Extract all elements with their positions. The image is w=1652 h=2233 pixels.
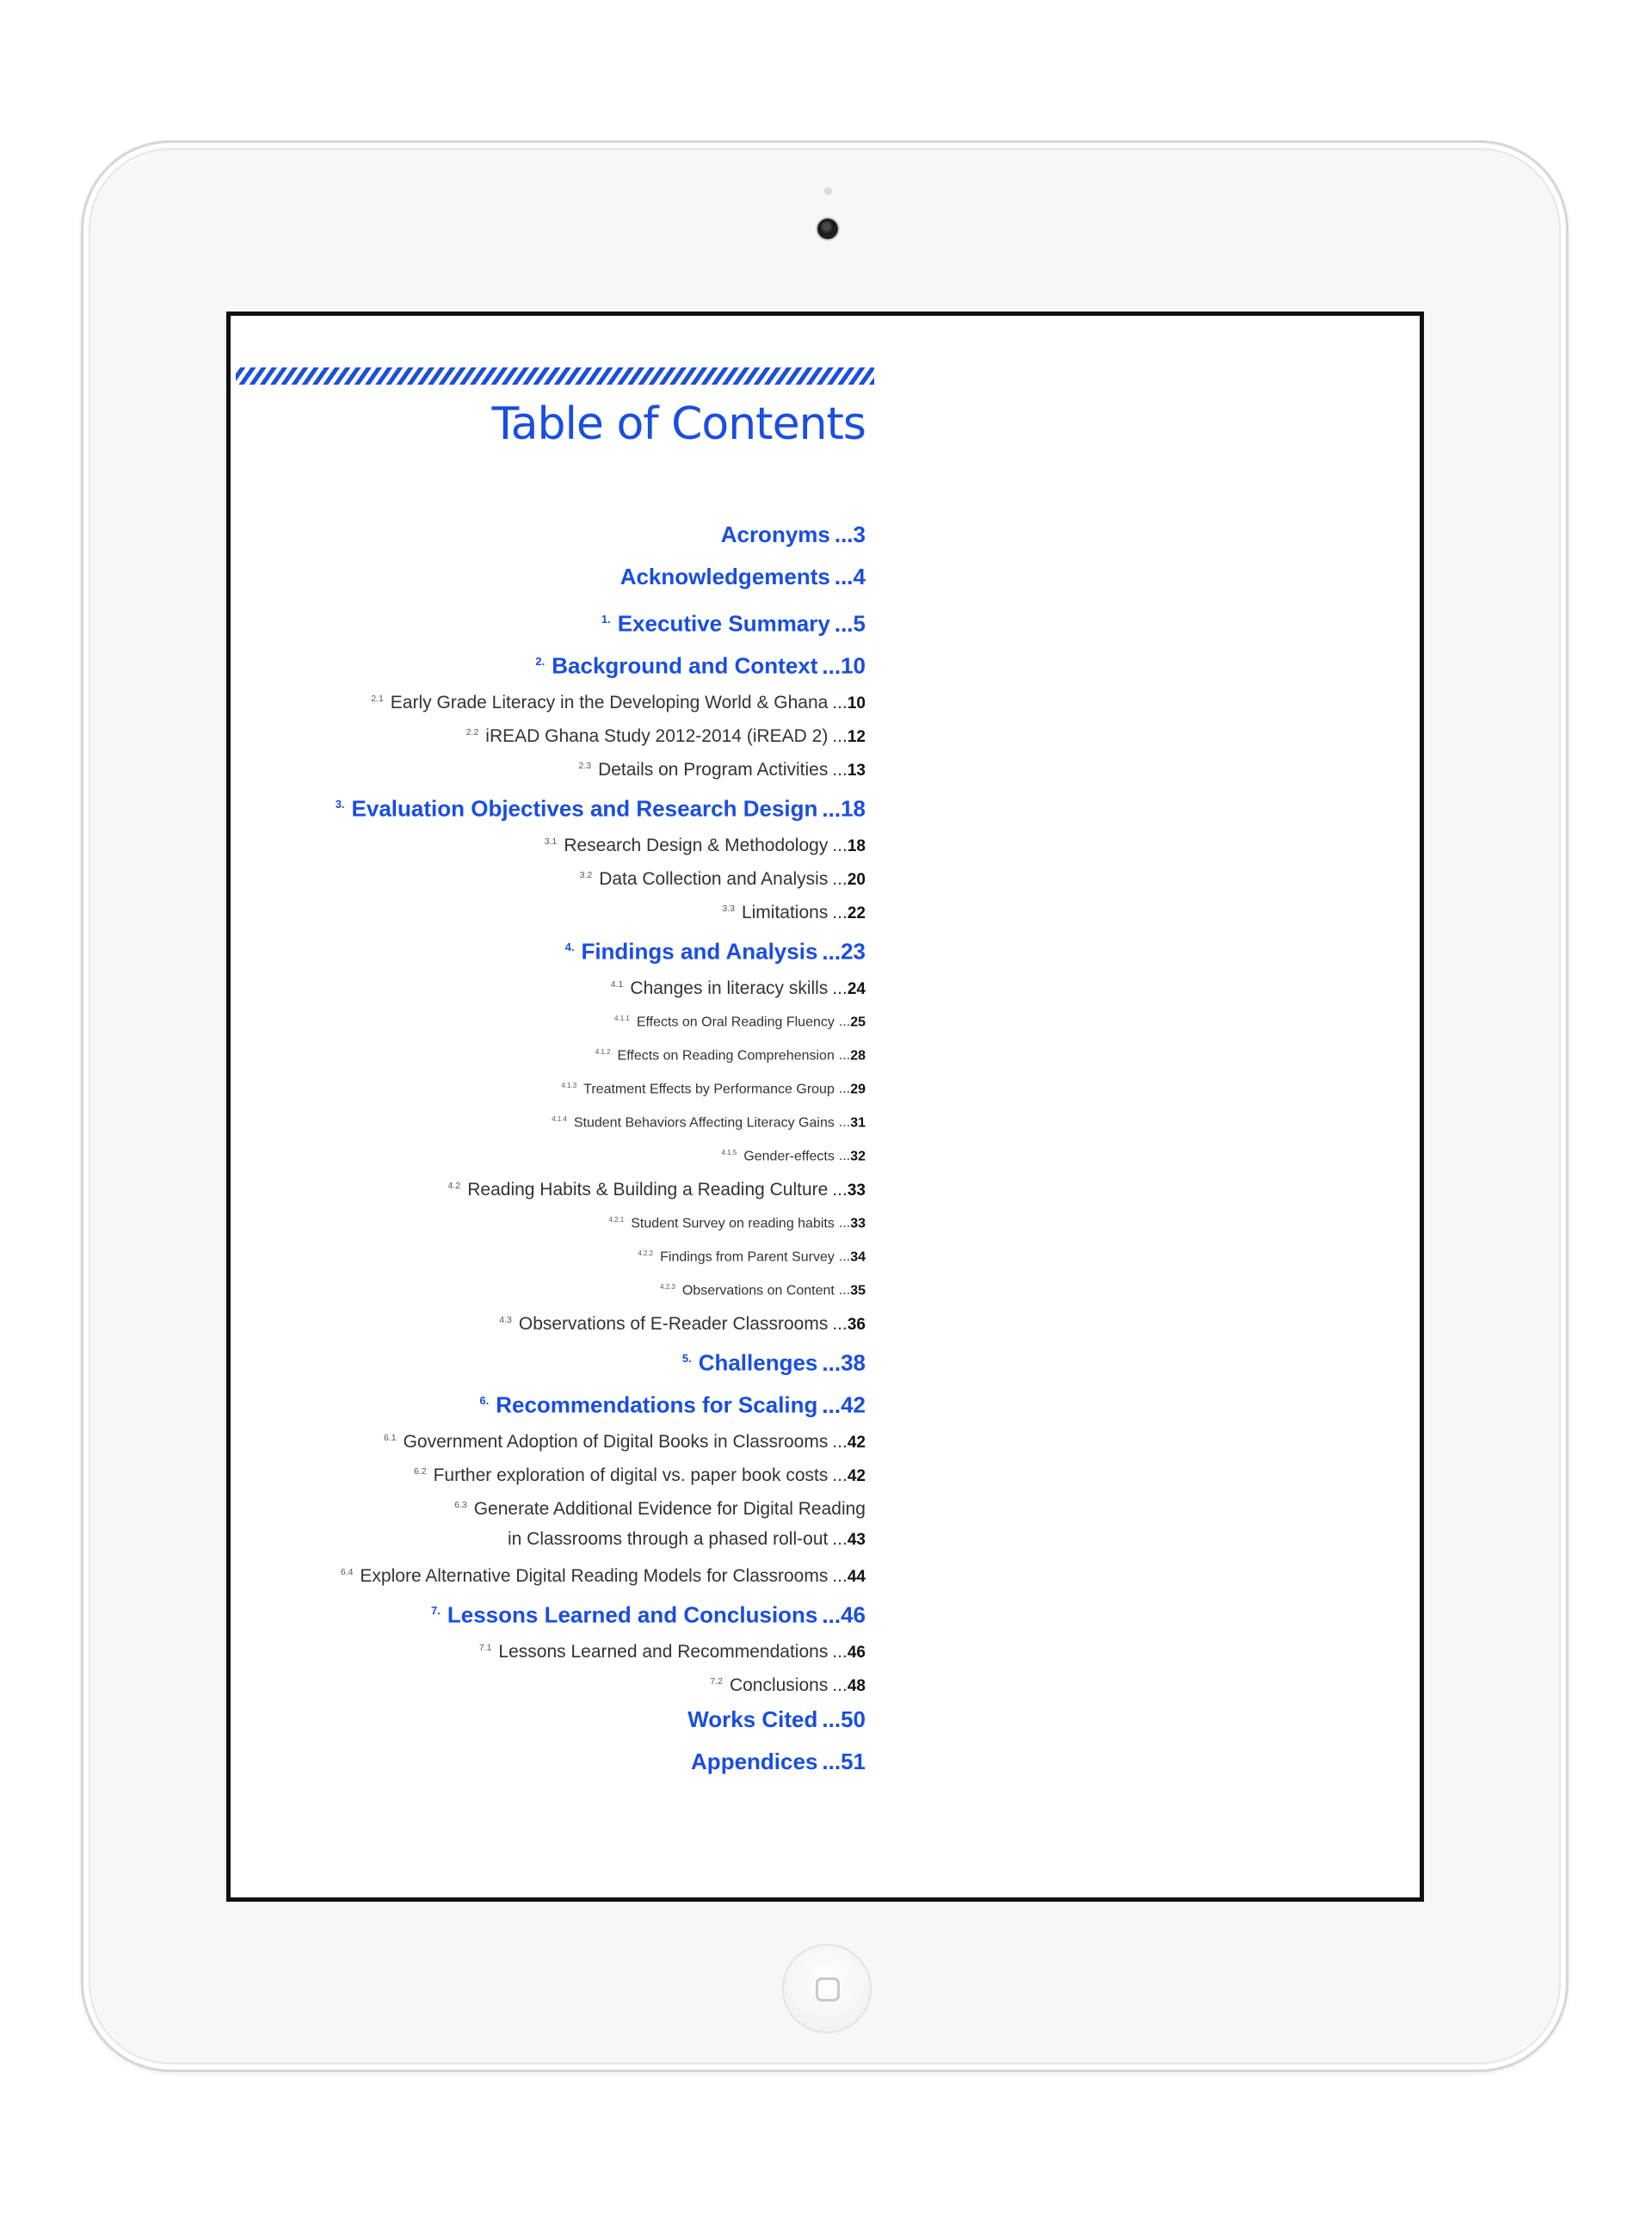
toc-entry[interactable] <box>336 1169 866 1203</box>
toc-entry[interactable] <box>336 783 866 825</box>
toc-entry[interactable] <box>336 825 866 859</box>
toc-entry-number: 6.1 <box>383 1433 397 1443</box>
toc-entry[interactable] <box>336 1136 866 1169</box>
toc-entry-page: 48 <box>847 1677 866 1695</box>
toc-entry-number: 6.2 <box>413 1466 427 1477</box>
toc-entry-number: 4.2.2 <box>638 1249 654 1257</box>
toc-entry-number: 7.2 <box>710 1676 723 1687</box>
toc-entry-leader: ... <box>838 1015 851 1030</box>
toc-entry[interactable] <box>336 1489 866 1522</box>
toc-entry-number: 4.3 <box>499 1315 512 1325</box>
toc-entry-title: Acknowledgements <box>620 564 830 589</box>
toc-entry-leader: ... <box>838 1283 851 1298</box>
toc-entry-title: Effects on Oral Reading Fluency <box>636 1015 835 1030</box>
toc-entry-number: 2.1 <box>371 694 384 704</box>
toc-entry-page: 13 <box>847 762 866 780</box>
toc-entry-page: 51 <box>841 1749 866 1774</box>
toc-entry-title: Further exploration of digital vs. paper book costs <box>433 1465 829 1485</box>
toc-entry-leader: ... <box>832 836 848 855</box>
toc-entry-title: in Classrooms through a phased roll-out <box>507 1529 829 1549</box>
toc-entry[interactable] <box>336 1203 866 1237</box>
toc-entry-page: 35 <box>850 1283 866 1298</box>
toc-entry-page: 46 <box>841 1601 866 1628</box>
toc-entry-title: Reading Habits & Building a Reading Culture <box>467 1180 829 1200</box>
toc-entry[interactable] <box>336 514 866 556</box>
toc-entry[interactable] <box>336 1589 866 1632</box>
toc-entry-title: Conclusions <box>729 1675 829 1695</box>
toc-entry-title: Treatment Effects by Performance Group <box>583 1082 835 1097</box>
toc-entry-title: Research Design & Methodology <box>564 836 829 855</box>
toc-entry-number: 4.1.4 <box>552 1115 567 1123</box>
toc-entry-leader: ... <box>838 1048 851 1064</box>
front-camera-icon <box>817 219 838 239</box>
toc-entry-number: 2. <box>535 655 546 668</box>
toc-entry[interactable] <box>336 1379 866 1422</box>
toc-entry-title: Appendices <box>691 1749 818 1774</box>
home-button[interactable] <box>782 1944 872 2033</box>
toc-entry-number: 3. <box>335 798 345 811</box>
toc-entry[interactable] <box>336 682 866 716</box>
toc-entry[interactable] <box>336 1304 866 1337</box>
toc-entry-title: Student Survey on reading habits <box>631 1216 835 1231</box>
toc-entry-number: 1. <box>601 613 611 626</box>
toc-entry[interactable] <box>336 892 866 926</box>
toc-entry[interactable] <box>336 749 866 783</box>
toc-entry-leader: ... <box>822 652 841 679</box>
toc-entry-number: 4.2.1 <box>608 1216 625 1224</box>
toc-entry-page: 22 <box>847 904 866 922</box>
toc-entry-number: 4. <box>564 941 575 953</box>
toc-entry-page: 20 <box>847 871 866 889</box>
toc-entry-leader: ... <box>832 869 848 889</box>
toc-entry-title: Gender-effects <box>743 1149 835 1164</box>
toc-entry-page: 3 <box>853 521 866 547</box>
toc-entry-leader: ... <box>838 1216 851 1231</box>
toc-entry-leader: ... <box>822 1601 841 1628</box>
toc-entry-leader: ... <box>832 693 848 712</box>
toc-entry[interactable] <box>336 1102 866 1136</box>
toc-list <box>336 514 866 1783</box>
toc-entry-title: Student Behaviors Affecting Literacy Gains <box>573 1115 835 1131</box>
toc-entry-page: 4 <box>853 564 866 589</box>
toc-entry-page: 33 <box>847 1181 866 1200</box>
toc-entry-number: 6.4 <box>340 1567 354 1577</box>
toc-entry-number: 3.2 <box>579 870 593 880</box>
toc-entry-leader: ... <box>822 795 841 822</box>
toc-entry[interactable] <box>336 1455 866 1489</box>
toc-entry-leader: ... <box>822 1706 841 1732</box>
toc-entry-title: Evaluation Objectives and Research Design <box>351 795 818 822</box>
toc-entry-page: 25 <box>850 1015 866 1030</box>
toc-entry[interactable] <box>336 1699 866 1741</box>
toc-entry-number: 4.2 <box>447 1181 461 1191</box>
toc-entry-page: 43 <box>847 1531 866 1549</box>
toc-entry-leader: ... <box>832 1642 848 1662</box>
toc-entry-number: 6. <box>479 1394 490 1407</box>
toc-entry[interactable] <box>336 1237 866 1270</box>
toc-entry-leader: ... <box>838 1249 851 1265</box>
toc-entry-page: 23 <box>841 938 866 965</box>
toc-entry[interactable] <box>336 640 866 682</box>
toc-entry-page: 10 <box>841 652 866 679</box>
toc-entry-title: Challenges <box>698 1349 818 1376</box>
toc-entry[interactable] <box>336 1665 866 1699</box>
toc-entry-page: 32 <box>850 1149 866 1164</box>
toc-entry-leader: ... <box>838 1082 851 1097</box>
toc-entry-leader: ... <box>832 978 848 998</box>
toc-entry-leader: ... <box>832 1675 848 1695</box>
toc-entry[interactable] <box>336 1035 866 1069</box>
home-button-icon <box>816 1977 840 2002</box>
toc-entry-page: 44 <box>847 1568 866 1586</box>
toc-entry-number: 7.1 <box>478 1643 492 1653</box>
toc-entry-leader: ... <box>834 610 854 637</box>
toc-entry[interactable] <box>336 1632 866 1665</box>
toc-entry-title: Early Grade Literacy in the Developing World & Ghana <box>390 693 829 712</box>
toc-entry-title: Government Adoption of Digital Books in Classrooms <box>403 1432 829 1452</box>
toc-entry-leader: ... <box>834 564 854 589</box>
toc-entry-number: 2.2 <box>465 727 479 737</box>
toc-entry-title: Observations of E-Reader Classrooms <box>518 1314 829 1334</box>
decorative-stripe <box>236 367 874 385</box>
toc-entry[interactable] <box>336 1337 866 1379</box>
toc-entry-page: 18 <box>847 837 866 855</box>
toc-entry-page: 29 <box>850 1082 866 1097</box>
toc-entry[interactable] <box>336 1069 866 1102</box>
toc-entry-leader: ... <box>822 1749 841 1774</box>
toc-entry-leader: ... <box>832 1180 848 1200</box>
toc-entry-page: 50 <box>841 1706 866 1732</box>
toc-entry-leader: ... <box>832 1314 848 1334</box>
toc-entry-leader: ... <box>832 760 848 780</box>
toc-entry-leader: ... <box>832 903 848 922</box>
toc-entry-leader: ... <box>832 726 848 746</box>
toc-entry-page: 10 <box>847 694 866 712</box>
toc-entry-number: 3.1 <box>544 836 558 847</box>
toc-entry-title: Findings from Parent Survey <box>660 1249 835 1265</box>
toc-entry-leader: ... <box>822 938 841 965</box>
toc-entry-title: Works Cited <box>687 1706 818 1732</box>
toc-entry-number: 7. <box>431 1604 441 1617</box>
toc-entry-number: 5. <box>681 1352 692 1365</box>
toc-entry-leader: ... <box>832 1529 848 1549</box>
toc-entry[interactable] <box>336 556 866 598</box>
toc-entry-title: Executive Summary <box>617 610 830 637</box>
screen <box>226 312 1424 1902</box>
toc-entry[interactable] <box>336 968 866 1002</box>
toc-entry-title: Acronyms <box>720 521 830 547</box>
toc-entry-number: 3.3 <box>722 904 735 914</box>
toc-entry-title: Recommendations for Scaling <box>496 1391 818 1418</box>
toc-entry-title: iREAD Ghana Study 2012-2014 (iREAD 2) <box>485 726 829 746</box>
toc-entry-page: 42 <box>847 1434 866 1452</box>
toc-entry-title: Findings and Analysis <box>581 938 818 965</box>
toc-entry-title: Data Collection and Analysis <box>599 869 829 889</box>
toc-entry-title: Effects on Reading Comprehension <box>617 1048 835 1064</box>
toc-entry[interactable] <box>336 1741 866 1783</box>
toc-entry[interactable] <box>336 716 866 749</box>
toc-entry-title: Generate Additional Evidence for Digital Reading <box>473 1499 866 1519</box>
toc-entry-title: Background and Context <box>552 652 818 679</box>
toc-entry-title: Lessons Learned and Conclusions <box>447 1601 818 1628</box>
toc-entry-number: 4.1.1 <box>614 1015 630 1022</box>
toc-entry-page: 42 <box>847 1467 866 1485</box>
toc-entry-title: Lessons Learned and Recommendations <box>498 1642 829 1662</box>
toc-entry-title: Details on Program Activities <box>598 760 829 780</box>
toc-entry-title: Observations on Content <box>681 1283 835 1298</box>
toc-entry-leader: ... <box>834 521 854 547</box>
toc-entry-page: 18 <box>841 795 866 822</box>
toc-entry-page: 5 <box>853 610 866 637</box>
toc-entry-title: Limitations <box>741 903 829 922</box>
page-title: Table of Contents <box>491 398 866 450</box>
toc-entry[interactable] <box>336 926 866 968</box>
toc-entry-page: 28 <box>850 1048 866 1064</box>
toc-entry-leader: ... <box>822 1349 841 1376</box>
toc-entry-leader: ... <box>838 1115 851 1131</box>
toc-entry-page: 12 <box>847 728 866 746</box>
toc-entry-page: 46 <box>847 1644 866 1662</box>
toc-entry[interactable] <box>336 859 866 892</box>
toc-entry-page: 34 <box>850 1249 866 1265</box>
toc-entry-title: Explore Alternative Digital Reading Models for Classrooms <box>360 1566 829 1586</box>
toc-entry-leader: ... <box>832 1432 848 1452</box>
toc-entry[interactable] <box>336 1002 866 1035</box>
toc-entry-leader: ... <box>822 1391 841 1418</box>
toc-entry-leader: ... <box>838 1149 851 1164</box>
toc-entry-number: 4.1.2 <box>595 1048 611 1056</box>
toc-entry[interactable] <box>336 1556 866 1589</box>
toc-entry-number: 4.1.3 <box>561 1082 577 1089</box>
toc-entry-leader: ... <box>832 1465 848 1485</box>
toc-entry[interactable] <box>336 1522 866 1556</box>
toc-entry-leader: ... <box>832 1566 848 1586</box>
toc-entry-page: 31 <box>850 1115 866 1131</box>
toc-entry-number: 4.1.5 <box>721 1149 737 1157</box>
toc-entry-number: 4.2.3 <box>660 1283 675 1291</box>
toc-entry-page: 24 <box>847 980 866 998</box>
toc-entry-title: Changes in literacy skills <box>630 978 829 998</box>
toc-entry-page: 36 <box>847 1316 866 1334</box>
toc-entry[interactable] <box>336 1422 866 1455</box>
toc-entry-page: 42 <box>841 1391 866 1418</box>
toc-entry-number: 4.1 <box>610 979 624 990</box>
toc-entry-number: 6.3 <box>454 1500 467 1510</box>
toc-entry-page: 38 <box>841 1349 866 1376</box>
toc-entry-page: 33 <box>850 1216 866 1231</box>
toc-entry-number: 2.3 <box>578 761 592 771</box>
toc-entry[interactable] <box>336 598 866 640</box>
light-sensor <box>824 188 832 195</box>
toc-entry[interactable] <box>336 1270 866 1304</box>
